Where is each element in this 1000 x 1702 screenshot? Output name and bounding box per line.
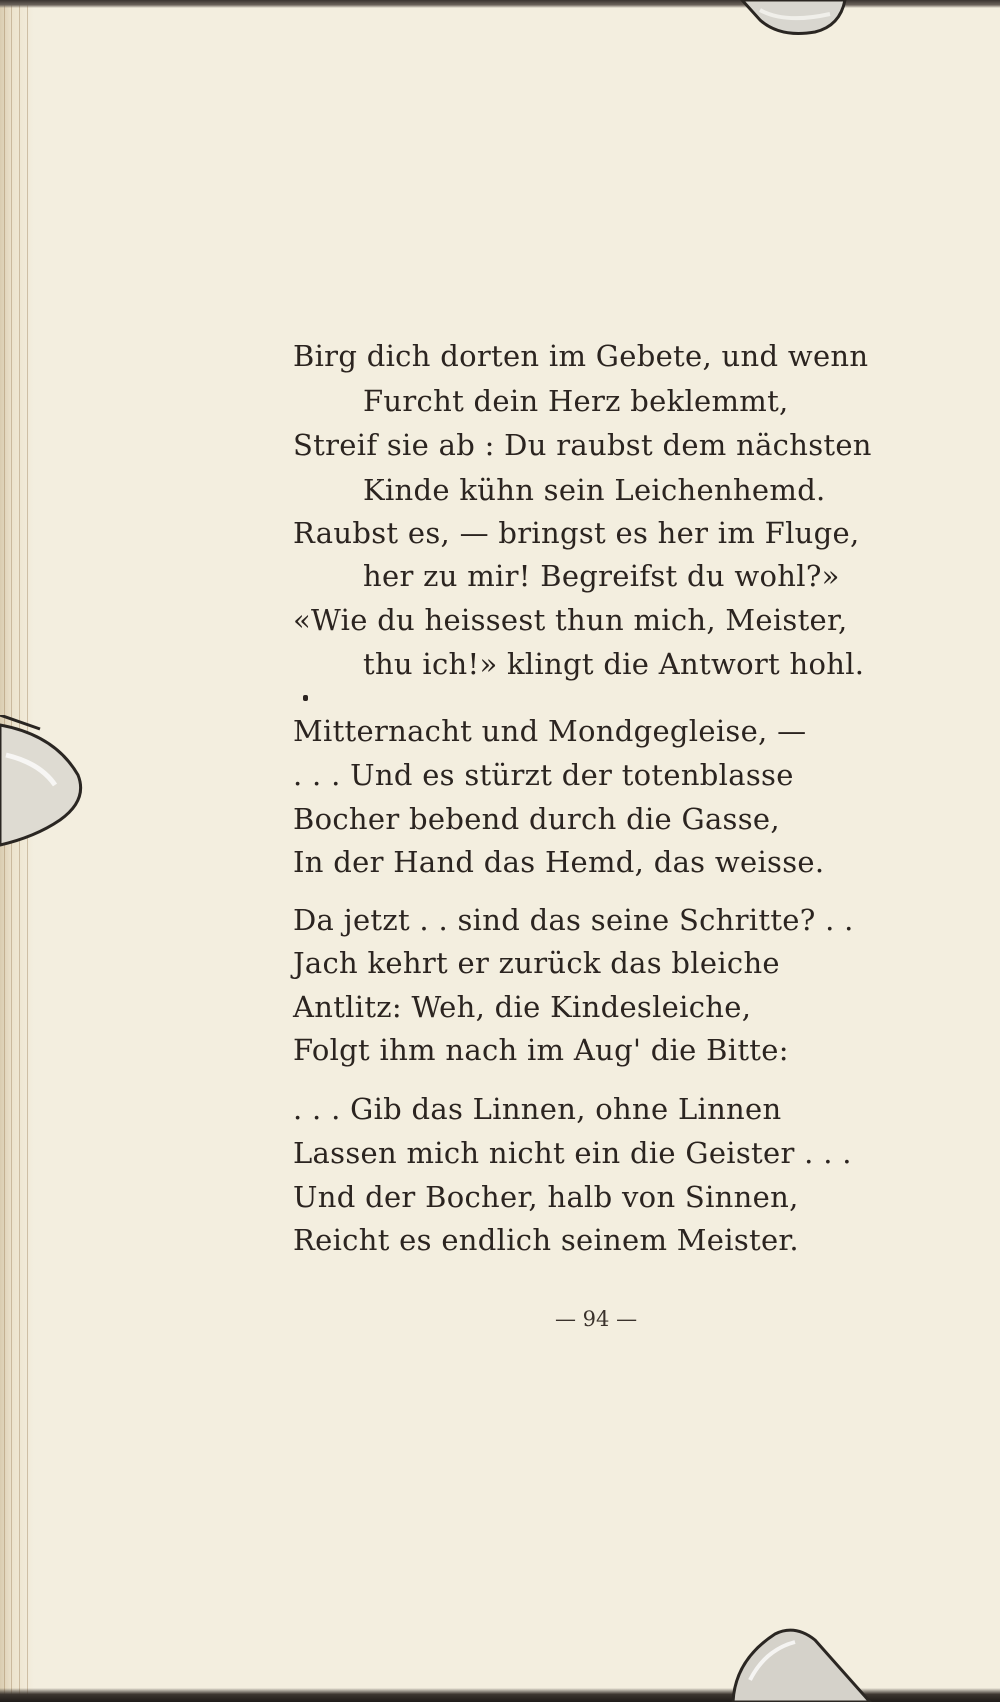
poem-line: Lassen mich nicht ein die Geister . . . (293, 1136, 852, 1170)
poem-line: Raubst es, — bringst es her im Fluge, (293, 516, 860, 550)
poem-line: Mitternacht und Mondgegleise, — (293, 714, 807, 748)
clamp-top (740, 0, 850, 40)
poem-line: In der Hand das Hemd, das weisse. (293, 845, 825, 879)
poem-line: . . . Und es stürzt der totenblasse (293, 758, 794, 792)
poem-line: . . . Gib das Linnen, ohne Linnen (293, 1092, 782, 1126)
clamp-bottom (725, 1620, 875, 1702)
poem-line: thu ich!» klingt die Antwort hohl. (363, 647, 865, 681)
poem-line: Folgt ihm nach im Aug' die Bitte: (293, 1033, 789, 1067)
poem-line: Kinde kühn sein Leichenhemd. (363, 473, 826, 507)
clamp-left (0, 715, 90, 855)
poem-line: Bocher bebend durch die Gasse, (293, 802, 780, 836)
poem-line: Streif sie ab : Du raubst dem nächsten (293, 428, 872, 462)
poem-line: Jach kehrt er zurück das bleiche (293, 946, 780, 980)
poem-line: Antlitz: Weh, die Kindesleiche, (293, 990, 752, 1024)
poem-line: her zu mir! Begreifst du wohl?» (363, 559, 840, 593)
poem-line: Reicht es endlich seinem Meister. (293, 1223, 799, 1257)
ink-speck (303, 695, 308, 701)
poem-line: «Wie du heissest thun mich, Meister, (293, 603, 848, 637)
poem-line: Furcht dein Herz beklemmt, (363, 384, 789, 418)
poem-line: Birg dich dorten im Gebete, und wenn (293, 339, 869, 373)
poem-line: Da jetzt . . sind das seine Schritte? . . (293, 903, 854, 937)
poem-line: Und der Bocher, halb von Sinnen, (293, 1180, 799, 1214)
page-number: — 94 — (555, 1307, 638, 1331)
page-top-edge (0, 0, 1000, 8)
